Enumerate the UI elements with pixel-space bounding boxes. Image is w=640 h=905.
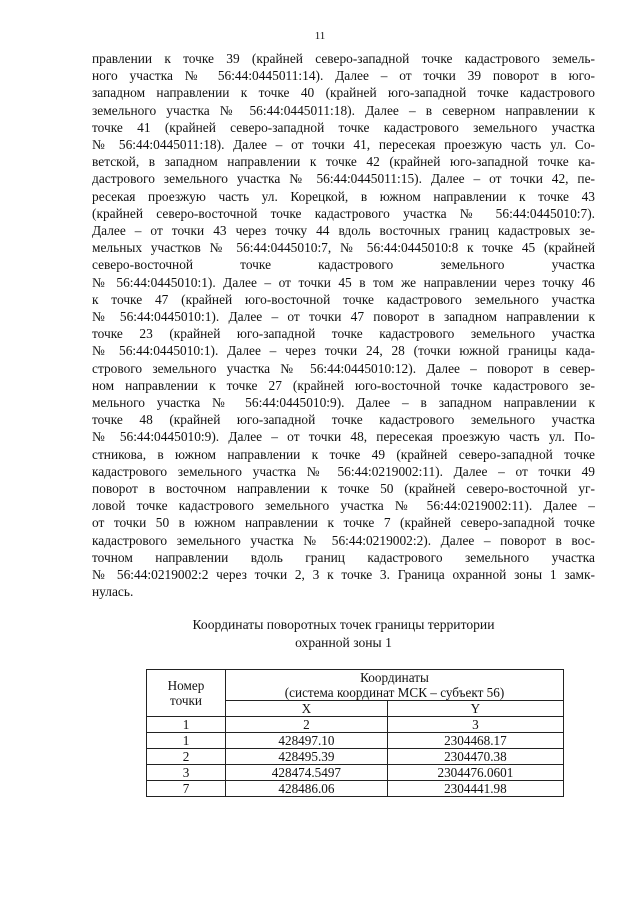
text-line: ветской, в западном направлении к точке 42 (крайней юго-западной точке ка- [92, 154, 595, 170]
point-number-cell: 1 [147, 733, 226, 749]
text-line: правлении к точке 39 (крайней северо-западной точке кадастрового земель- [92, 51, 595, 66]
point-number-cell: 2 [147, 749, 226, 765]
text-line: дастрового земельного участка № 56:44:0445011:15). Далее – от точки 42, пе- [92, 171, 595, 187]
point-number-cell: 7 [147, 781, 226, 797]
header-point-number-line-2: точки [170, 693, 202, 708]
text-line: нулась. [92, 584, 134, 600]
x-cell: 428486.06 [226, 781, 388, 797]
text-line: мельных участков № 56:44:0445010:7, № 56:44:0445010:8 к точке 45 (крайней [92, 240, 595, 256]
text-line: стникова, в южном направлении к точке 49 (крайней северо-западной точке [92, 446, 595, 462]
text-line: № 56:44:0445010:1). Далее – от точки 45 в том же направлении через точку 46 [92, 274, 595, 290]
y-cell: 2304470.38 [387, 749, 563, 765]
text-line: № 56:44:0445011:18). Далее – от точки 41, пересекая проезжую часть ул. Со- [92, 137, 595, 153]
index-cell: 2 [226, 717, 388, 733]
table-index-row [147, 717, 564, 733]
text-line: точке 48 (крайней юго-западной точке кадастрового земельного участка [92, 412, 595, 428]
header-coordinates-line-1: Координаты [360, 670, 429, 685]
text-line: № 56:44:0445010:1). Далее – через точки 24, 28 (точки южной границы када- [92, 343, 595, 359]
text-line: западном направлении к точке 40 (крайней юго-западной точке кадастрового [92, 85, 595, 101]
header-coordinates [226, 670, 564, 701]
header-coordinate-system: (система координат МСК – субъект 56) [284, 685, 505, 700]
text-line: земельного участка № 56:44:0445011:18). Далее – в северном направлении к [92, 102, 595, 118]
text-line: к точке 47 (крайней юго-восточной точке кадастрового земельного участка [92, 291, 595, 307]
text-line: северо-восточной точке кадастрового земельного участка [92, 257, 595, 273]
text-line: (крайней северо-восточной точке кадастрового участка № 56:44:0445010:7). [92, 205, 595, 221]
text-line: Далее – от точки 43 через точку 44 вдоль восточных границ кадастровых зе- [92, 223, 595, 239]
x-cell: 428495.39 [226, 749, 388, 765]
text-line: ресекая проезжую часть ул. Корецкой, в южном направлении к точке 43 [92, 188, 595, 204]
text-line: № 56:44:0219002:2 через точки 2, 3 к точке 3. Граница охранной зоны 1 замк- [92, 567, 595, 583]
table-title-line-2: охранной зоны 1 [295, 635, 392, 650]
index-cell: 3 [387, 717, 563, 733]
header-point-number [147, 670, 226, 717]
text-line: от точки 50 в южном направлении к точке 7 (крайней северо-западной точке [92, 515, 595, 531]
coordinates-table [146, 669, 564, 797]
table-row [147, 733, 564, 749]
table-row [147, 781, 564, 797]
table-title [92, 616, 595, 652]
text-line: ном направлении к точке 27 (крайней юго-восточной точке кадастрового зе- [92, 377, 595, 393]
y-cell: 2304476.0601 [387, 765, 563, 781]
page-number: 11 [314, 30, 326, 42]
text-line: стрового земельного участка № 56:44:0445010:12). Далее – поворот в север- [92, 360, 595, 376]
index-cell: 1 [147, 717, 226, 733]
text-line: № 56:44:0445010:9). Далее – от точки 48, пересекая проезжую часть ул. По- [92, 429, 595, 445]
text-line: ного участка № 56:44:0445011:14). Далее – от точки 39 поворот в юго- [92, 68, 595, 84]
header-point-number-line-1: Номер [167, 678, 205, 693]
header-y: Y [387, 701, 563, 717]
text-line: поворот в восточном направлении к точке 50 (крайней северо-восточной уг- [92, 481, 595, 497]
x-cell: 428474.5497 [226, 765, 388, 781]
text-line: кадастрового земельного участка № 56:44:0219002:11). Далее – от точки 49 [92, 463, 595, 479]
table-row [147, 749, 564, 765]
text-line: № 56:44:0445010:1). Далее – от точки 47 поворот в западном направлении к [92, 309, 595, 325]
header-x: X [226, 701, 388, 717]
point-number-cell: 3 [147, 765, 226, 781]
table-row [147, 765, 564, 781]
text-line: точке 23 (крайней юго-западной точке кадастрового земельного участка [92, 326, 595, 342]
text-line: точном направлении вдоль границ кадастрового земельного участка [92, 549, 595, 565]
y-cell: 2304441.98 [387, 781, 563, 797]
table-body [147, 717, 564, 797]
table-title-line-1: Координаты поворотных точек границы территории [192, 617, 495, 632]
text-line: мельного участка № 56:44:0445010:9). Далее – в западном направлении к [92, 395, 595, 411]
text-line: кадастрового земельного участка № 56:44:0219002:2). Далее – поворот в вос- [92, 532, 595, 548]
y-cell: 2304468.17 [387, 733, 563, 749]
text-line: ловой точке кадастрового земельного участка № 56:44:0219002:11). Далее – [92, 498, 595, 514]
x-cell: 428497.10 [226, 733, 388, 749]
text-line: точке 41 (крайней северо-западной точке кадастрового земельного участка [92, 119, 595, 135]
body-text [92, 50, 595, 601]
